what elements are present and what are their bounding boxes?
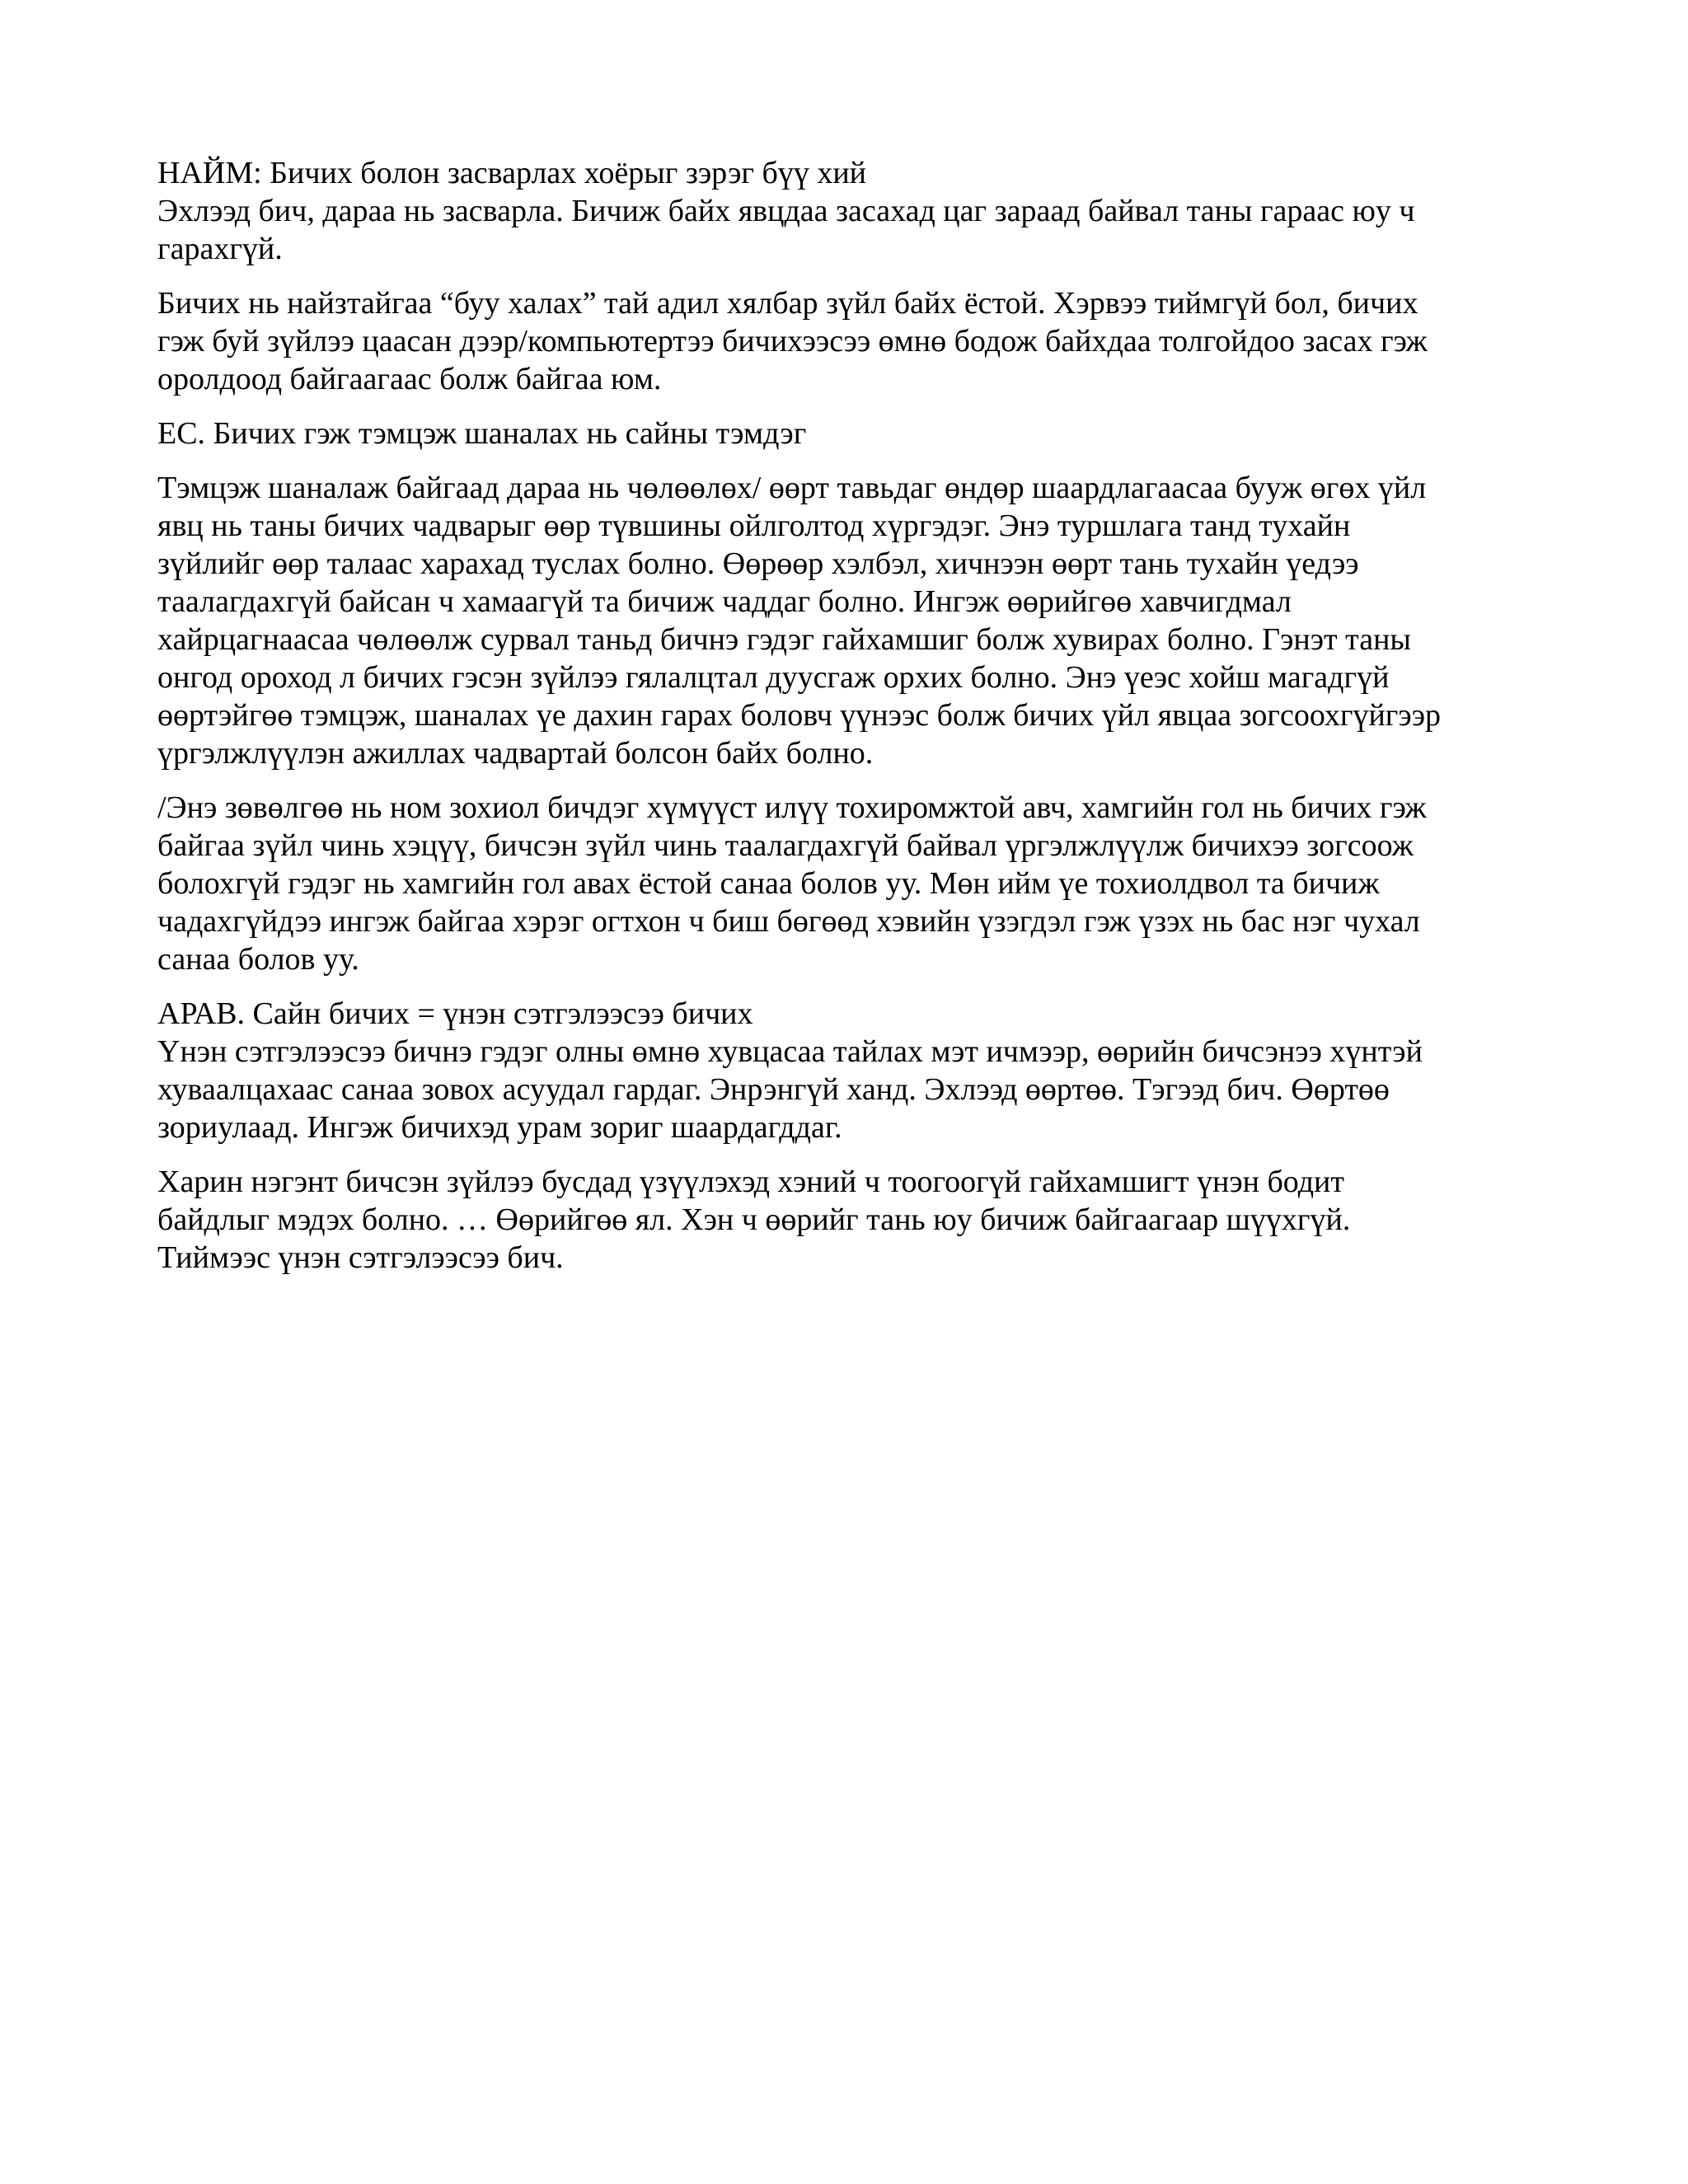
paragraph-line: өөртэйгөө тэмцэж, шаналах үе дахин гарах боловч үүнээс болж бичих үйл явцаа зогсоохгүйгээр: [157, 698, 1441, 733]
paragraph-line: хайрцагнаасаа чөлөөлж сурвал таньд бичнэ гэдэг гайхамшиг болж хувирах болно. Гэнэт таны: [157, 622, 1411, 657]
paragraph: [157, 284, 1542, 398]
section-heading: ЕС. Бичих гэж тэмцэж шаналах нь сайны тэмдэг: [157, 416, 807, 451]
paragraph-line: таалагдахгүй байсан ч хамаагүй та бичиж чаддаг болно. Ингэж өөрийгөө хавчигдмал: [157, 584, 1292, 619]
document-page: [157, 154, 1542, 1293]
section-heading: НАЙМ: Бичих болон засварлах хоёрыг зэрэг бүү хий: [157, 156, 866, 190]
section-ten: [157, 995, 1542, 1146]
paragraph-line: үргэлжлүүлэн ажиллах чадвартай болсон байх болно.: [157, 736, 874, 771]
paragraph-line: чадахгүйдээ ингэж байгаа хэрэг огтхон ч биш бөгөөд хэвийн үзэгдэл гэж үзэх нь бас нэг чухал: [157, 904, 1420, 939]
paragraph-line: санаа болов уу.: [157, 942, 359, 977]
paragraph-line: онгод ороход л бичих гэсэн зүйлээ гялалцтал дуусгаж орхих болно. Энэ үеэс хойш магадгүй: [157, 660, 1390, 695]
paragraph-line: зүйлийг өөр талаас харахад туслах болно. Өөрөөр хэлбэл, хичнээн өөрт тань тухайн үедээ: [157, 546, 1359, 581]
section-nine-heading-block: [157, 415, 1542, 452]
paragraph-line: оролдоод байгаагаас болж байгаа юм.: [157, 362, 662, 396]
paragraph-line: Тэмцэж шаналаж байгаад дараа нь чөлөөлөх/ өөрт тавьдаг өндөр шаардлагаасаа бууж өгөх үйл: [157, 471, 1427, 505]
paragraph-line: Үнэн сэтгэлээсээ бичнэ гэдэг олны өмнө хувцасаа тайлах мэт ичмээр, өөрийн бичсэнээ хүнтэй: [157, 1034, 1423, 1069]
paragraph-line: Бичих нь найзтайгаа “буу халах” тай адил хялбар зүйл байх ёстой. Хэрвээ тиймгүй бол, бичих: [157, 286, 1418, 321]
paragraph-line: гарахгүй.: [157, 232, 283, 266]
paragraph-line: явц нь таны бичих чадварыг өөр түвшины ойлголтод хүргэдэг. Энэ туршлага танд тухайн: [157, 509, 1351, 543]
paragraph-line: байгаа зүйл чинь хэцүү, бичсэн зүйл чинь таалагдахгүй байвал үргэлжлүүлж бичихээ зогсоож: [157, 828, 1414, 863]
paragraph-line: Харин нэгэнт бичсэн зүйлээ бусдад үзүүлэхэд хэний ч тоогоогүй гайхамшигт үнэн бодит: [157, 1165, 1344, 1199]
paragraph-line: байдлыг мэдэх болно. … Өөрийгөө ял. Хэн ч өөрийг тань юу бичиж байгаагаар шүүхгүй.: [157, 1202, 1351, 1237]
paragraph: [157, 469, 1542, 772]
paragraph-line: хуваалцахаас санаа зовох асуудал гардаг. Энрэнгүй ханд. Эхлээд өөртөө. Тэгээд бич. Өөртөө: [157, 1072, 1390, 1107]
paragraph-line: Эхлээд бич, дараа нь засварла. Бичиж байх явцдаа засахад цаг зараад байвал таны гараас юу ч: [157, 194, 1415, 228]
paragraph: [157, 789, 1542, 978]
paragraph-line: зориулаад. Ингэж бичихэд урам зориг шаардагддаг.: [157, 1110, 842, 1145]
paragraph: [157, 1163, 1542, 1277]
paragraph-line: гэж буй зүйлээ цаасан дээр/компьютертээ бичихээсээ өмнө бодож байхдаа толгойдоо засах гэж: [157, 324, 1428, 359]
paragraph-line: болохгүй гэдэг нь хамгийн гол авах ёстой санаа болов уу. Мөн ийм үе тохиолдвол та бичиж: [157, 866, 1380, 901]
paragraph-line: /Энэ зөвөлгөө нь ном зохиол бичдэг хүмүүст илүү тохиромжтой авч, хамгийн гол нь бичих гэж: [157, 790, 1427, 825]
paragraph-line: Тиймээс үнэн сэтгэлээсээ бич.: [157, 1240, 564, 1275]
section-eight: [157, 154, 1542, 268]
section-heading: АРАВ. Сайн бичих = үнэн сэтгэлээсээ бичих: [157, 996, 753, 1031]
